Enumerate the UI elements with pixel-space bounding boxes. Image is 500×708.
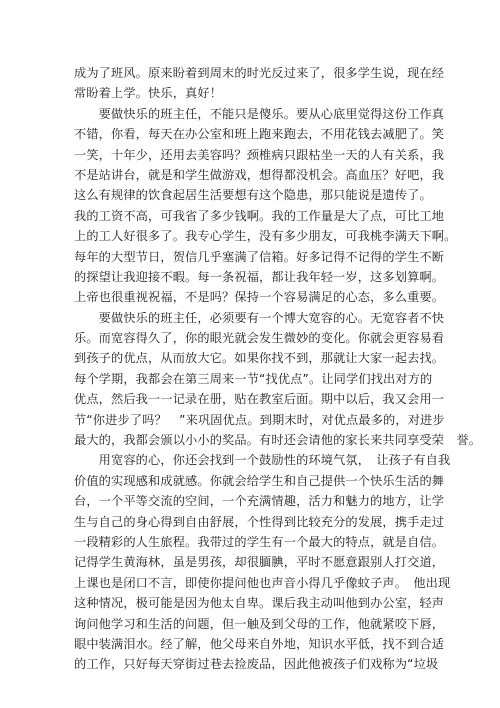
text-line: 优点，然后我一一记录在册，贴在教室后面。期中以后，我又会用一 — [74, 392, 445, 407]
text-line: 台，一个平等交流的空间，一个充满情趣，活力和魅力的地方，让学 — [74, 494, 445, 509]
text-line: 我的工资不高，可我省了多少钱啊。我的工作量是大了点，可比工地 — [74, 208, 445, 223]
text-line: 这种情况，极可能是因为他太自卑。课后我主动叫他到办公室，轻声 — [74, 596, 445, 611]
text-line: 要做快乐的班主任，不能只是傻乐。要从心底里觉得这份工作真 — [74, 106, 445, 121]
document-body — [74, 63, 482, 675]
text-line: 最大的，我都会颁以小小的奖品。有时还会请他的家长来共同享受荣 誉。 — [74, 433, 482, 448]
text-line: 不是站讲台，就是和学生做游戏，想得都没机会。高血压？好吧，我 — [74, 167, 445, 182]
text-line: 要做快乐的班主任，必须要有一个博大宽容的心。无宽容者不快 — [74, 310, 445, 325]
text-line: 乐。而宽容得久了，你的眼光就会发生微妙的变化。你就会更容易看 — [74, 331, 445, 346]
text-line: 用宽容的心，你还会找到一个鼓励性的环境气氛， 让孩子有自我 — [74, 453, 451, 468]
text-line: 询问他学习和生活的问题，但一触及到父母的工作，他就紧咬下唇， — [74, 616, 445, 631]
text-line: 价值的实现感和成就感。你就会给学生和自己提供一个快乐生活的舞 — [74, 473, 445, 488]
text-line: 记得学生黄海林，虽是男孩，却很腼腆，平时不愿意跟别人打交道， — [74, 555, 445, 570]
text-line: 一笑，十年少，还用去美容吗？颈椎病只跟枯坐一天的人有关系，我 — [74, 147, 445, 162]
text-line: 上课也是闭口不言，即使你提问他也声音小得几乎像蚊子声。 他出现 — [74, 575, 451, 590]
text-line: 不错，你看，每天在办公室和班上跑来跑去，不用花钱去减肥了。笑 — [74, 127, 445, 142]
text-line: 上的工人好很多了。我专心学生，没有多少朋友，可我桃李满天下啊。 — [74, 229, 457, 244]
text-line: 上帝也很重视祝福，不是吗？保持一个容易满足的心态，多么重要。 — [74, 290, 445, 305]
text-line: 的探望让我迎接不暇。每一条祝福，都让我年轻一岁，这多划算啊。 — [74, 269, 445, 284]
text-line: 每年的大型节日，贺信几乎塞满了信箱。好多记得不记得的学生不断 — [74, 249, 445, 264]
text-line: 每个学期，我都会在第三周来一节“找优点”。让同学们找出对方的 — [74, 371, 433, 386]
text-line: 一段精彩的人生旅程。我带过的学生有一个最大的特点，就是自信。 — [74, 534, 445, 549]
text-line: 节“你进步了吗？ ”来巩固优点。到期末时，对优点最多的，对进步 — [74, 412, 445, 427]
text-line: 的工作，只好每天穿街过巷去捡废品，因此他被孩子们戏称为“垃圾 — [74, 657, 439, 672]
text-line: 到孩子的优点，从而放大它。如果你找不到，那就让大家一起去找。 — [74, 351, 445, 366]
text-line: 成为了班风。原来盼着到周末的时光反过来了，很多学生说，现在经 — [74, 66, 445, 80]
text-line: 眼中装满泪水。经了解，他父母来自外地，知识水平低，找不到合适 — [74, 636, 445, 651]
text-line: 这么有规律的饮食起居生活要想有这个隐患，那只能说是遗传了。 — [74, 188, 432, 203]
text-line: 生与自己的身心得到自由舒展，个性得到比较充分的发展，携手走过 — [74, 514, 445, 529]
text-line: 常盼着上学。快乐，真好！ — [74, 86, 223, 101]
